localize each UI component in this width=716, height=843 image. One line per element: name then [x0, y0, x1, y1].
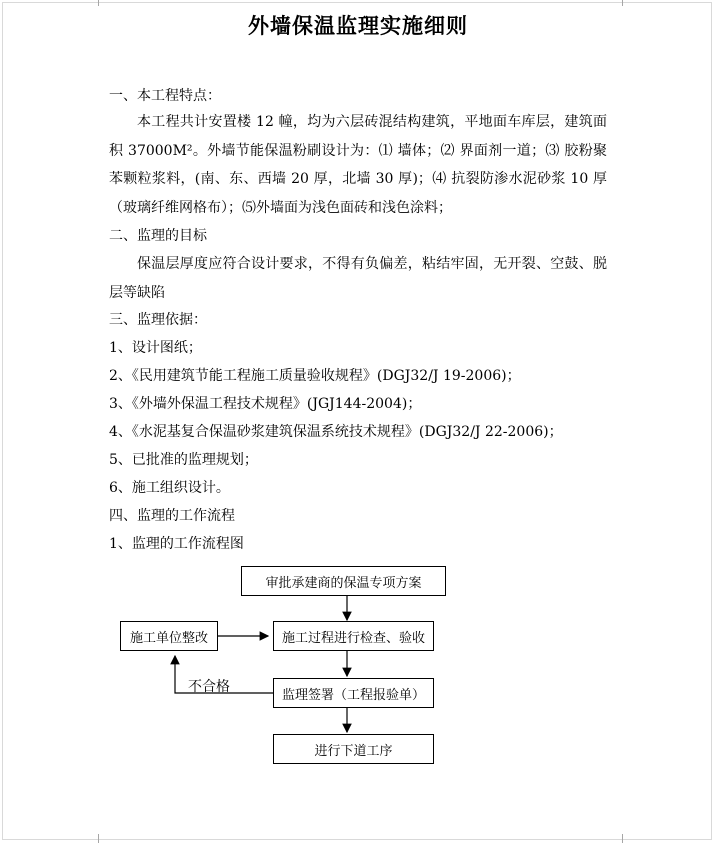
page-corner-mark — [622, 834, 637, 843]
flow-label-fail: 不合格 — [188, 679, 230, 695]
page-corner-mark — [622, 0, 637, 6]
flow-box-approve-plan: 审批承建商的保温专项方案 — [241, 566, 446, 596]
page-corner-mark — [84, 834, 99, 843]
basis-item: 6、施工组织设计。 — [109, 480, 230, 496]
basis-item: 4、《水泥基复合保温砂浆建筑保温系统技术规程》(DGJ32/J 22-2006)； — [109, 424, 563, 440]
flow-box-inspect-accept: 施工过程进行检查、验收 — [273, 621, 434, 651]
goal-paragraph: 保温层厚度应符合设计要求，不得有负偏差，粘结牢固，无开裂、空鼓、脱层等缺陷 — [109, 256, 607, 301]
basis-item: 2、《民用建筑节能工程施工质量验收规程》(DGJ32/J 19-2006)； — [109, 368, 521, 384]
basis-item: 1、设计图纸； — [109, 340, 202, 356]
page-corner-mark — [84, 0, 99, 6]
features-paragraph: 本工程共计安置楼 12 幢，均为六层砖混结构建筑，平地面车库层，建筑面积 37000M²。外墙节能保温粉刷设计为：⑴ 墙体；⑵ 界面剂一道；⑶ 胶粉聚苯颗粒浆料，(南、东、西墙 20 厚，北墙 30 厚)；⑷ 抗裂防渗水泥砂浆 10 厚（玻璃纤维网格布）；⑸外墙面为浅色面砖和浅色涂料； — [109, 114, 607, 216]
section-heading-basis: 三、监理依据： — [109, 312, 207, 328]
workflow-subheading: 1、监理的工作流程图 — [109, 536, 244, 552]
basis-item: 5、已批准的监理规划； — [109, 452, 258, 468]
section-heading-features: 一、本工程特点： — [109, 88, 221, 104]
flow-box-contractor-fix: 施工单位整改 — [120, 621, 218, 651]
flow-box-supervisor-sign: 监理签署（工程报验单） — [273, 678, 434, 708]
document-title: 外墙保温监理实施细则 — [248, 14, 468, 38]
basis-item: 3、《外墙外保温工程技术规程》(JGJ144-2004)； — [109, 396, 422, 412]
flow-box-next-process: 进行下道工序 — [273, 734, 434, 764]
section-heading-workflow: 四、监理的工作流程 — [109, 508, 235, 524]
section-heading-goal: 二、监理的目标 — [109, 228, 207, 244]
